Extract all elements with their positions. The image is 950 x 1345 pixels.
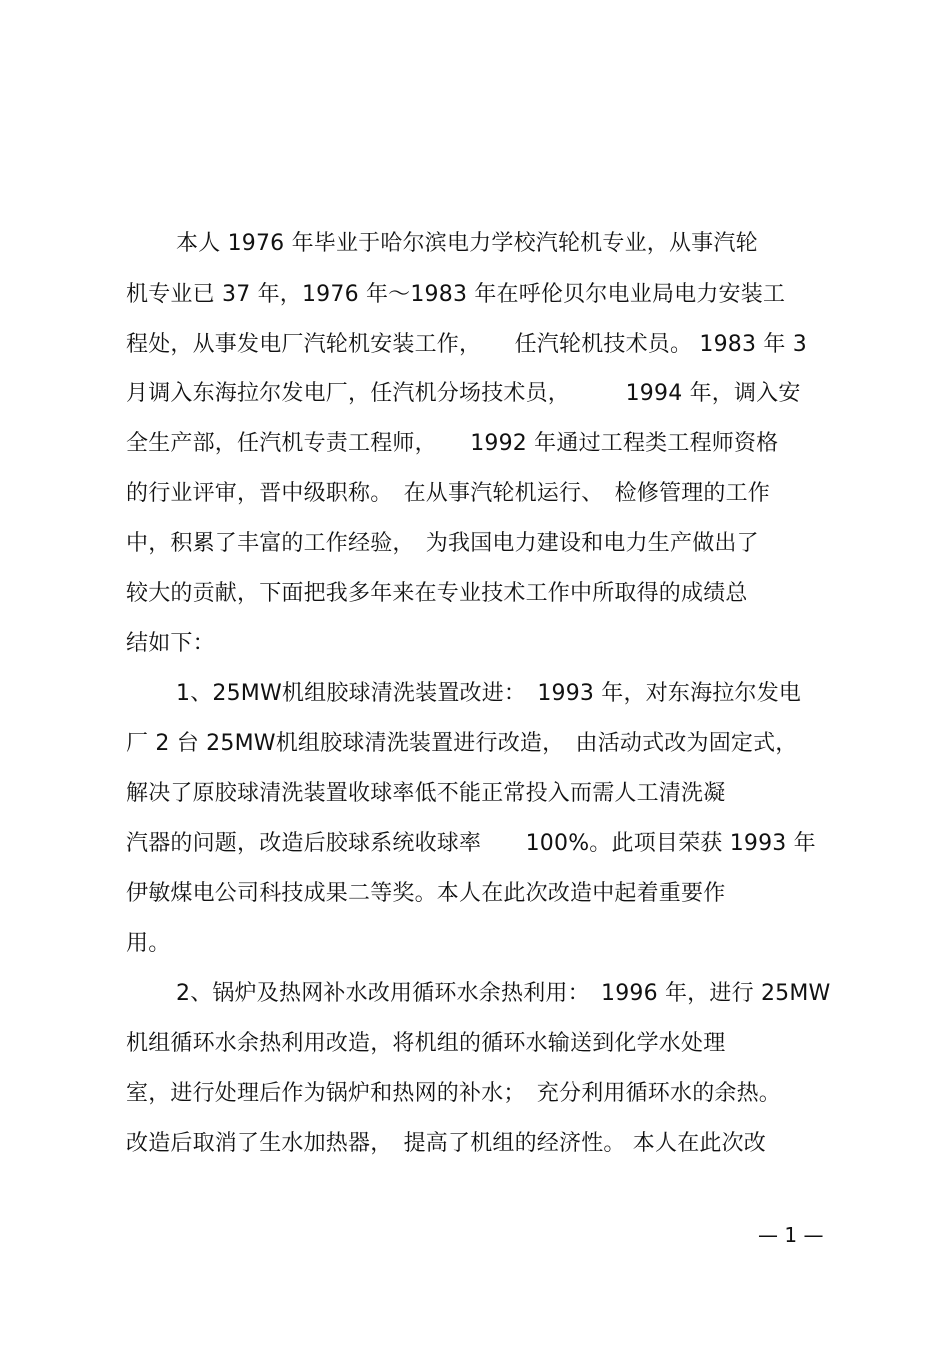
paragraph-line: 伊敏煤电公司科技成果二等奖。本人在此次改造中起着重要作 [126, 881, 726, 906]
paragraph-line: 中，积累了丰富的工作经验， 为我国电力建设和电力生产做出了 [126, 531, 759, 556]
paragraph-line: 室，进行处理后作为锅炉和热网的补水； 充分利用循环水的余热。 [126, 1081, 782, 1106]
paragraph-line: 较大的贡献，下面把我多年来在专业技术工作中所取得的成绩总 [126, 581, 748, 606]
paragraph-line: 2、锅炉及热网补水改用循环水余热利用： 1996 年，进行 25MW [176, 981, 831, 1006]
paragraph-line: 1、25MW机组胶球清洗装置改进： 1993 年，对东海拉尔发电 [176, 681, 802, 706]
page-number: — 1 — [758, 1223, 824, 1247]
paragraph-line: 汽器的问题，改造后胶球系统收球率 100%。此项目荣获 1993 年 [126, 831, 816, 856]
paragraph-line: 机专业已 37 年，1976 年～1983 年在呼伦贝尔电业局电力安装工 [126, 282, 786, 307]
paragraph-line: 本人 1976 年毕业于哈尔滨电力学校汽轮机专业，从事汽轮 [176, 231, 758, 256]
paragraph-line: 月调入东海拉尔发电厂，任汽机分场技术员， 1994 年，调入安 [126, 381, 801, 406]
paragraph-line: 机组循环水余热利用改造，将机组的循环水输送到化学水处理 [126, 1031, 726, 1056]
paragraph-line: 结如下： [126, 631, 215, 656]
paragraph-line: 的行业评审，晋中级职称。 在从事汽轮机运行、 检修管理的工作 [126, 481, 771, 506]
paragraph-line: 解决了原胶球清洗装置收球率低不能正常投入而需人工清洗凝 [126, 781, 726, 806]
paragraph-line: 厂 2 台 25MW机组胶球清洗装置进行改造， 由活动式改为固定式， [126, 731, 798, 756]
paragraph-line: 改造后取消了生水加热器， 提高了机组的经济性。 本人在此次改 [126, 1131, 766, 1156]
paragraph-line: 全生产部，任汽机专责工程师， 1992 年通过工程类工程师资格 [126, 431, 779, 456]
paragraph-line: 用。 [126, 931, 171, 956]
paragraph-line: 程处，从事发电厂汽轮机安装工作， 任汽轮机技术员。 1983 年 3 [126, 332, 807, 357]
